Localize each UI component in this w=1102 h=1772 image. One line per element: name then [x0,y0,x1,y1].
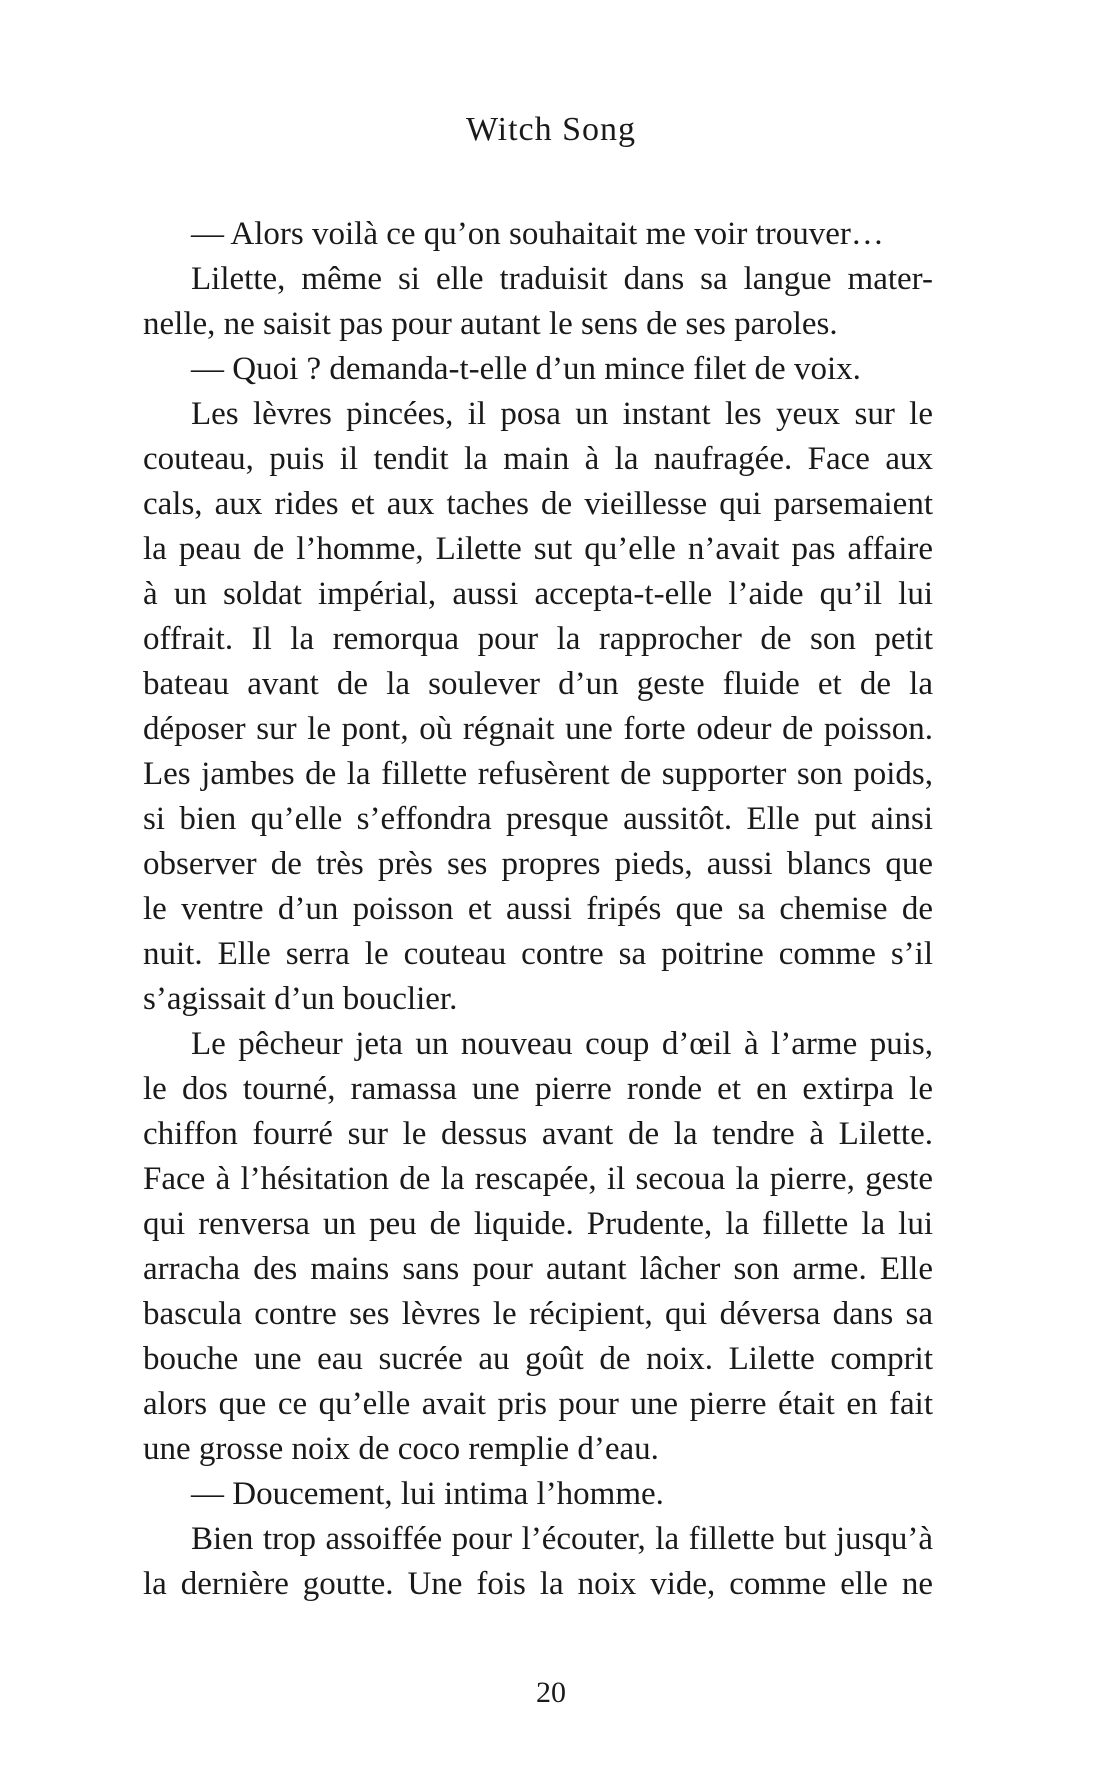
text-line: couteau, puis il tendit la main à la naufragée. Face aux [143,441,933,477]
text-line: cals, aux rides et aux taches de vieillesse qui parsemaient [143,486,933,522]
text-line: Le pêcheur jeta un nouveau coup d’œil à l’arme puis, [191,1026,933,1062]
text-line: s’agissait d’un bouclier. [143,981,458,1017]
text-line: bouche une eau sucrée au goût de noix. Lilette comprit [143,1341,933,1377]
text-line: Les lèvres pincées, il posa un instant les yeux sur le [191,396,933,432]
text-line: bascula contre ses lèvres le récipient, qui déversa dans sa [143,1296,933,1332]
text-line: Lilette, même si elle traduisit dans sa langue mater- [191,261,933,297]
text-line: — Alors voilà ce qu’on souhaitait me voir trouver… [191,216,884,252]
running-title: Witch Song [465,111,637,148]
text-line: le ventre d’un poisson et aussi fripés que sa chemise de [143,891,933,927]
text-line: le dos tourné, ramassa une pierre ronde et en extirpa le [143,1071,933,1107]
page-number: 20 [536,1676,566,1709]
text-line: la dernière goutte. Une fois la noix vide, comme elle ne [143,1566,933,1602]
text-line: Face à l’hésitation de la rescapée, il secoua la pierre, geste [143,1161,933,1197]
text-line: observer de très près ses propres pieds, aussi blancs que [143,846,933,882]
text-line: nuit. Elle serra le couteau contre sa poitrine comme s’il [143,936,933,972]
text-line: déposer sur le pont, où régnait une forte odeur de poisson. [143,711,933,747]
text-line: offrait. Il la remorqua pour la rapprocher de son petit [143,621,933,657]
text-line: — Quoi ? demanda-t-elle d’un mince filet de voix. [191,351,861,387]
text-line: arracha des mains sans pour autant lâcher son arme. Elle [143,1251,933,1287]
text-line: Les jambes de la fillette refusèrent de supporter son poids, [143,756,933,792]
text-line: bateau avant de la soulever d’un geste fluide et de la [143,666,933,702]
text-line: chiffon fourré sur le dessus avant de la tendre à Lilette. [143,1116,933,1152]
text-line: — Doucement, lui intima l’homme. [191,1476,664,1512]
text-line: si bien qu’elle s’effondra presque aussitôt. Elle put ainsi [143,801,933,837]
text-line: à un soldat impérial, aussi accepta-t-elle l’aide qu’il lui [143,576,933,612]
text-line: alors que ce qu’elle avait pris pour une pierre était en fait [143,1386,933,1422]
text-line: Bien trop assoiffée pour l’écouter, la fillette but jusqu’à [191,1521,933,1557]
text-line: nelle, ne saisit pas pour autant le sens de ses paroles. [143,306,838,342]
text-line: la peau de l’homme, Lilette sut qu’elle n’avait pas affaire [143,531,933,567]
body-text [143,212,933,1607]
text-line: qui renversa un peu de liquide. Prudente, la fillette la lui [143,1206,933,1242]
text-line: une grosse noix de coco remplie d’eau. [143,1431,659,1467]
